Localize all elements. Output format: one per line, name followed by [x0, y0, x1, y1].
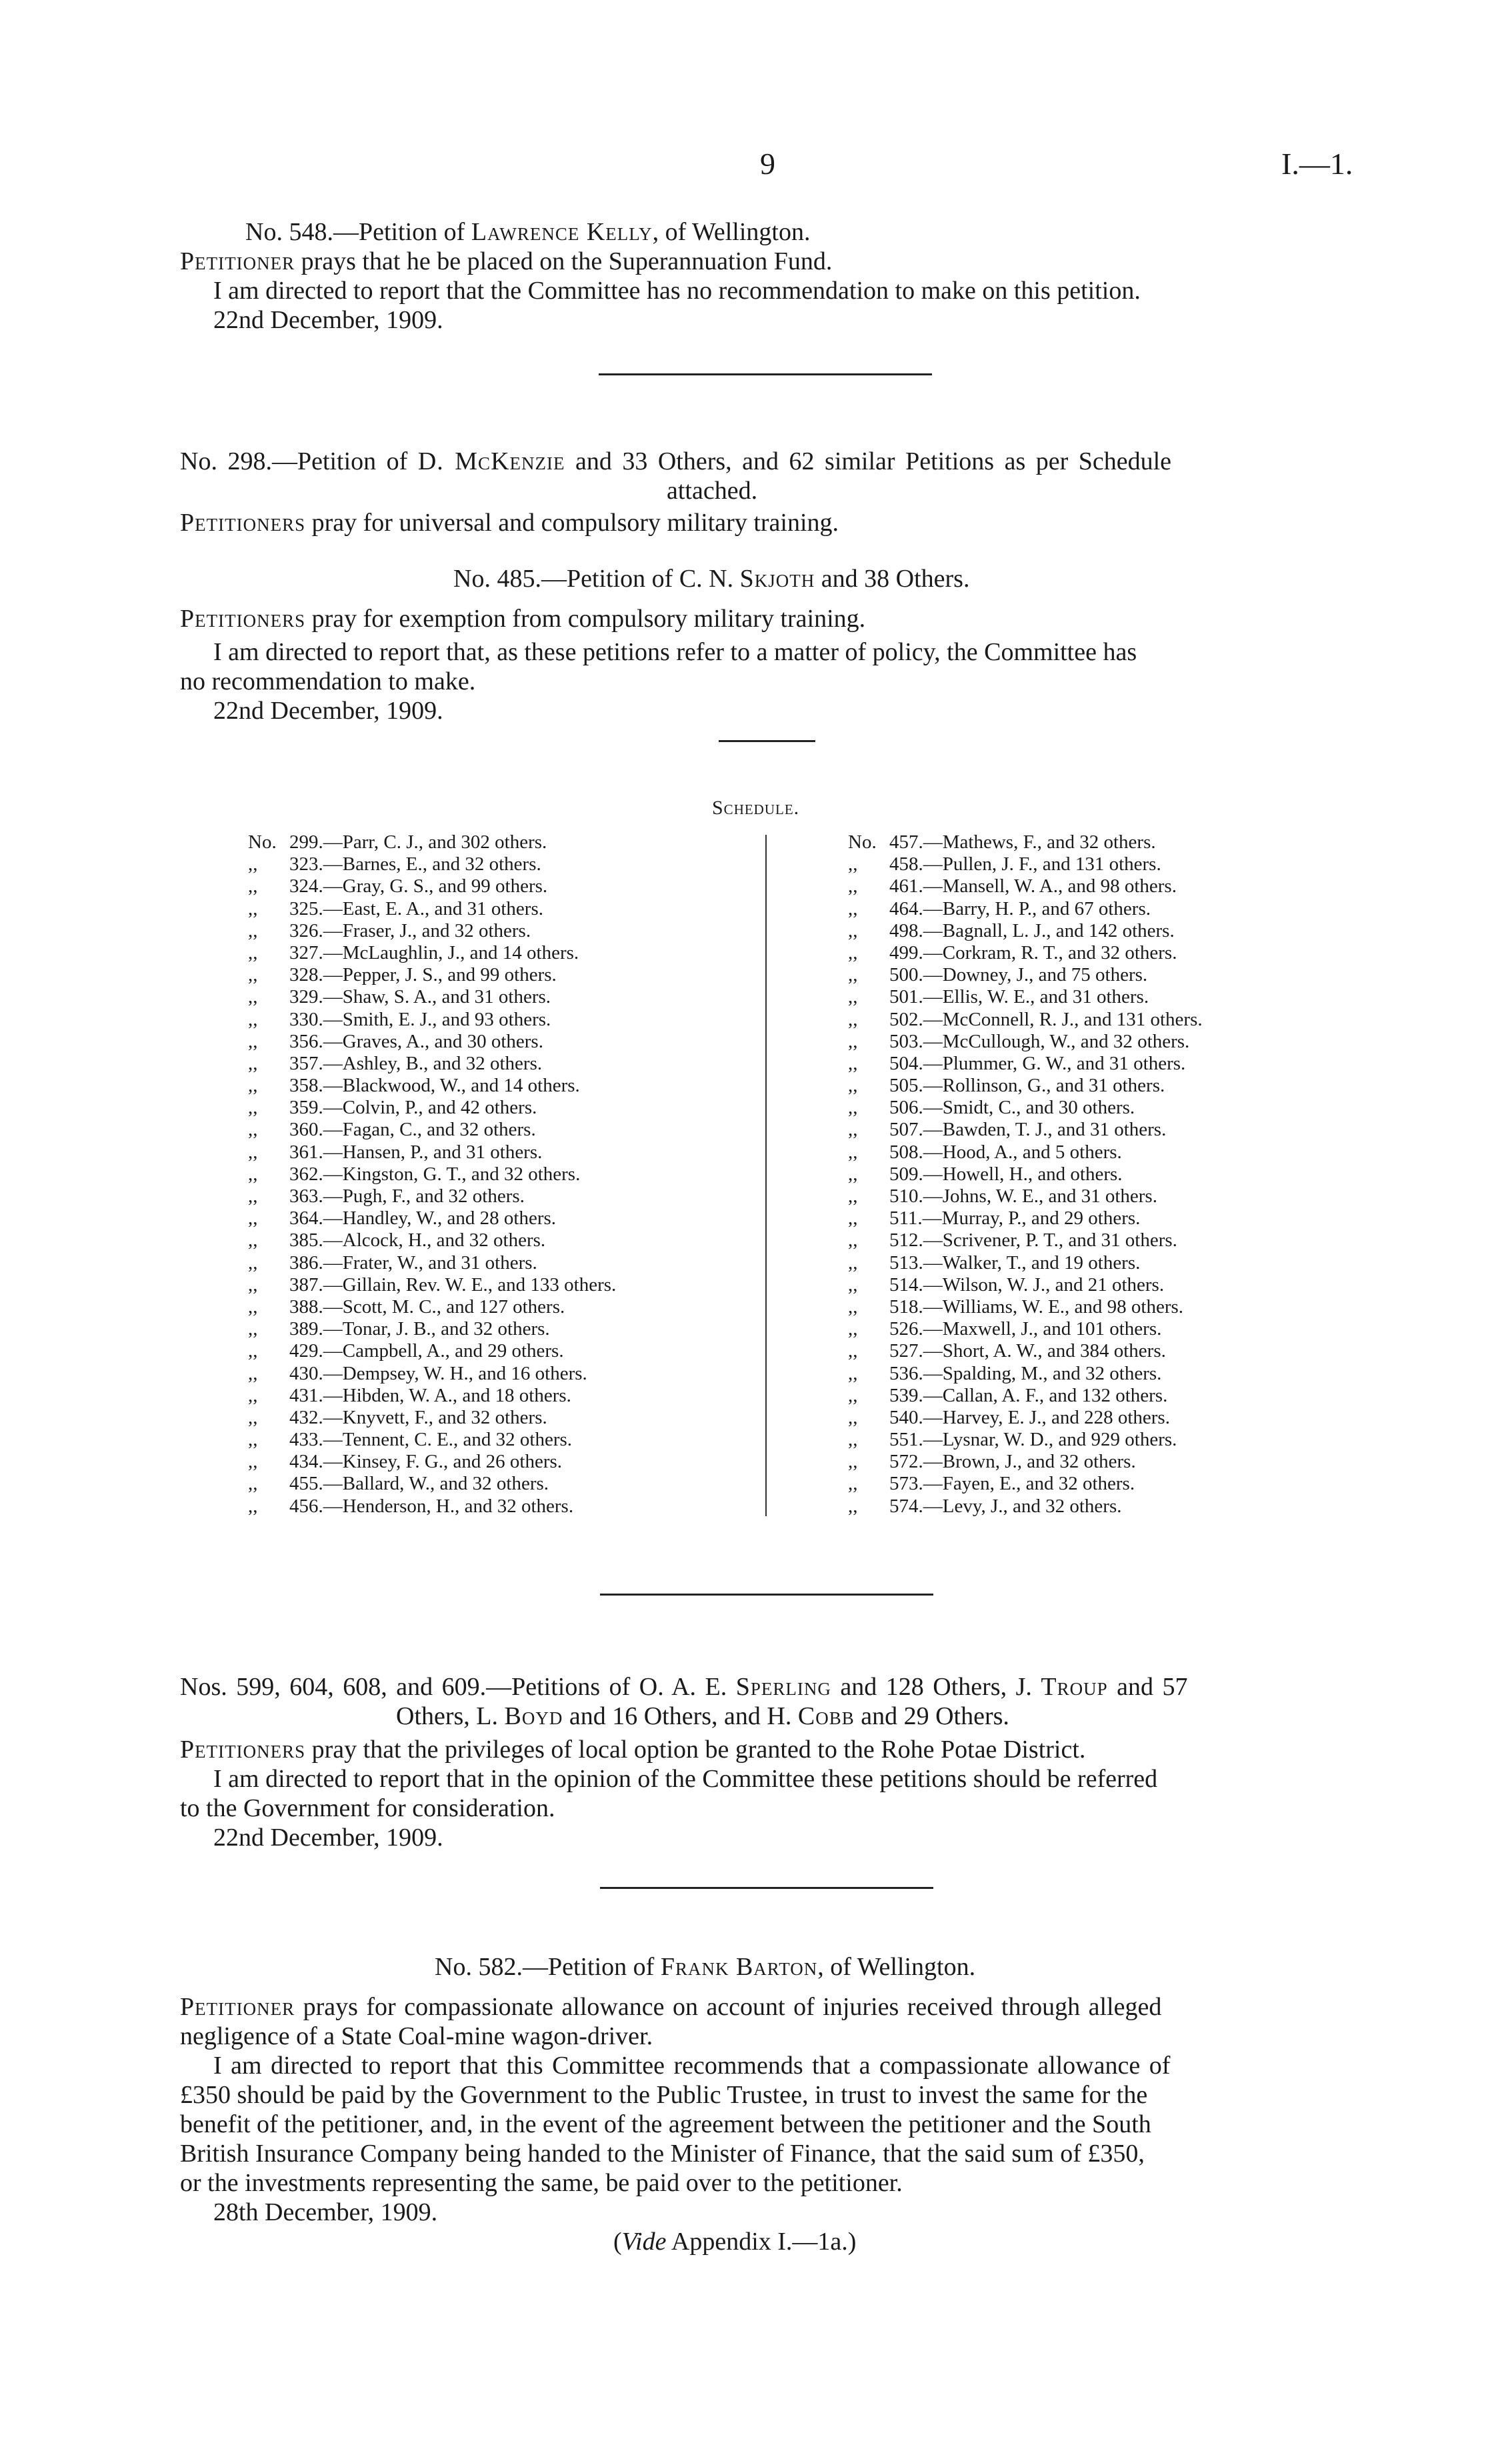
schedule-entry-prefix: ,, — [248, 1052, 258, 1074]
schedule-entry — [848, 964, 1203, 986]
schedule-entry — [848, 1496, 1203, 1518]
schedule-entry-text: 323.—Barnes, E., and 32 others. — [289, 853, 541, 875]
schedule-entry-text: 539.—Callan, A. F., and 132 others. — [889, 1384, 1168, 1406]
schedule-entry-prefix: ,, — [248, 941, 258, 963]
schedule-entry-text: 540.—Harvey, E. J., and 228 others. — [889, 1406, 1170, 1428]
schedule-entry-prefix: ,, — [848, 1318, 858, 1340]
schedule-entry — [848, 831, 1203, 853]
schedule-entry-text: 574.—Levy, J., and 32 others. — [889, 1495, 1122, 1517]
schedule-entry-text: 389.—Tonar, J. B., and 32 others. — [289, 1318, 550, 1340]
schedule-entry-prefix: ,, — [848, 941, 858, 963]
schedule-entry-text: 464.—Barry, H. P., and 67 others. — [889, 897, 1151, 919]
schedule-entry-text: 508.—Hood, A., and 5 others. — [889, 1141, 1122, 1163]
schedule-entry-prefix: ,, — [248, 1495, 258, 1517]
schedule-entry-text: 458.—Pullen, J. F., and 131 others. — [889, 853, 1161, 875]
schedule-entry-text: 572.—Brown, J., and 32 others. — [889, 1451, 1136, 1473]
schedule-entry — [848, 1451, 1203, 1473]
schedule-entry-prefix: ,, — [248, 1340, 258, 1362]
petition-298-title: No. 298.—Petition of D. McKenzie and 33 Others, and 62 similar Petitions as per Schedule — [180, 447, 1172, 475]
schedule-entry-text: 509.—Howell, H., and others. — [889, 1163, 1123, 1185]
schedule-entry-prefix: ,, — [848, 1384, 858, 1406]
schedule-entry-prefix: ,, — [248, 1075, 258, 1097]
petitioner-name: D. McKenzie — [417, 447, 565, 475]
section-divider — [719, 740, 815, 742]
schedule-entry — [248, 1053, 616, 1075]
schedule-entry-prefix: ,, — [248, 1252, 258, 1274]
schedule-entry — [848, 1340, 1203, 1362]
schedule-entry-prefix: ,, — [248, 1185, 258, 1207]
schedule-entry-text: 430.—Dempsey, W. H., and 16 others. — [289, 1362, 587, 1384]
schedule-entry-prefix: ,, — [248, 1429, 258, 1451]
schedule-entry-prefix: ,, — [248, 1119, 258, 1141]
schedule-entry-text: 324.—Gray, G. S., and 99 others. — [289, 875, 548, 897]
schedule-column-divider — [765, 835, 767, 1516]
schedule-entry-text: 362.—Kingston, G. T., and 32 others. — [289, 1163, 581, 1185]
petition-298-prayer: Petitioners pray for universal and compulsory military training. — [180, 509, 839, 537]
schedule-entry-text: 498.—Bagnall, L. J., and 142 others. — [889, 919, 1175, 941]
schedule-entry-prefix: ,, — [248, 1097, 258, 1119]
schedule-entry — [248, 1296, 616, 1318]
petition-548-title: No. 548.—Petition of Lawrence Kelly, of Wellington. — [245, 218, 811, 246]
schedule-entry — [248, 1163, 616, 1185]
petitioner-name: Skjoth — [739, 565, 815, 593]
schedule-entry-text: 364.—Handley, W., and 28 others. — [289, 1207, 557, 1230]
schedule-entry — [848, 1053, 1203, 1075]
schedule-entry-prefix: ,, — [848, 1008, 858, 1030]
schedule-entry-prefix: ,, — [848, 1451, 858, 1473]
petition-548-date: 22nd December, 1909. — [213, 306, 443, 334]
petition-485-date: 22nd December, 1909. — [213, 697, 443, 725]
schedule-entry-text: 536.—Spalding, M., and 32 others. — [889, 1362, 1162, 1384]
schedule-entry-prefix: ,, — [848, 1052, 858, 1074]
schedule-entry — [848, 1119, 1203, 1141]
schedule-entry — [248, 1141, 616, 1163]
schedule-entry-text: 573.—Fayen, E., and 32 others. — [889, 1473, 1135, 1495]
schedule-entry-text: 356.—Graves, A., and 30 others. — [289, 1030, 543, 1052]
schedule-entry-prefix: ,, — [248, 1384, 258, 1406]
petition-582-report-3: benefit of the petitioner, and, in the event of the agreement between the petitioner and the South — [180, 2110, 1151, 2138]
petition-548-report: I am directed to report that the Committee has no recommendation to make on this petition. — [213, 277, 1141, 305]
schedule-entry-prefix: ,, — [848, 1185, 858, 1207]
schedule-entry-text: 461.—Mansell, W. A., and 98 others. — [889, 875, 1177, 897]
schedule-entry — [248, 1496, 616, 1518]
petition-548-prayer: Petitioner prays that he be placed on the Superannuation Fund. — [180, 247, 833, 275]
schedule-entry — [848, 898, 1203, 920]
petition-599-title-line2: Others, L. Boyd and 16 Others, and H. Cobb and 29 Others. — [396, 1702, 1009, 1730]
section-divider — [599, 373, 932, 375]
schedule-entry-text: 385.—Alcock, H., and 32 others. — [289, 1230, 546, 1252]
schedule-entry-text: 514.—Wilson, W. J., and 21 others. — [889, 1274, 1165, 1296]
schedule-entry-prefix: ,, — [248, 1141, 258, 1163]
schedule-entry — [248, 1429, 616, 1451]
schedule-entry-prefix: ,, — [248, 1207, 258, 1230]
page-number: 9 — [760, 147, 775, 181]
schedule-entry — [848, 942, 1203, 964]
schedule-entry — [848, 1185, 1203, 1207]
schedule-entry-text: 434.—Kinsey, F. G., and 26 others. — [289, 1451, 563, 1473]
schedule-entry-text: 358.—Blackwood, W., and 14 others. — [289, 1075, 580, 1097]
schedule-entry-text: 326.—Fraser, J., and 32 others. — [289, 919, 531, 941]
schedule-entry-prefix: ,, — [848, 964, 858, 986]
petition-485-report-2: no recommendation to make. — [180, 667, 476, 695]
schedule-entry-prefix: ,, — [248, 919, 258, 941]
schedule-entry — [848, 1207, 1203, 1230]
schedule-entry-text: 511.—Murray, P., and 29 others. — [889, 1207, 1141, 1230]
schedule-entry — [248, 1385, 616, 1407]
schedule-entry-prefix: No. — [248, 831, 277, 853]
schedule-entry-prefix: ,, — [248, 1163, 258, 1185]
schedule-entry — [248, 1274, 616, 1296]
schedule-entry-prefix: ,, — [248, 1296, 258, 1318]
schedule-entry — [848, 1230, 1203, 1252]
schedule-entry-text: 330.—Smith, E. J., and 93 others. — [289, 1008, 551, 1030]
schedule-entry-text: 357.—Ashley, B., and 32 others. — [289, 1052, 543, 1074]
petition-582-prayer-2: negligence of a State Coal-mine wagon-driver. — [180, 2022, 653, 2050]
schedule-entry-text: 359.—Colvin, P., and 42 others. — [289, 1097, 537, 1119]
schedule-entry-text: 500.—Downey, J., and 75 others. — [889, 964, 1148, 986]
schedule-entry — [848, 1385, 1203, 1407]
schedule-entry-prefix: ,, — [848, 1097, 858, 1119]
schedule-entry-text: 527.—Short, A. W., and 384 others. — [889, 1340, 1166, 1362]
schedule-entry-text: 429.—Campbell, A., and 29 others. — [289, 1340, 564, 1362]
schedule-entry-text: 363.—Pugh, F., and 32 others. — [289, 1185, 525, 1207]
schedule-entry-text: 432.—Knyvett, F., and 32 others. — [289, 1406, 547, 1428]
schedule-entry — [848, 1075, 1203, 1097]
schedule-entry — [848, 1407, 1203, 1429]
petitioner-name: Frank Barton — [660, 1953, 818, 1981]
schedule-entry-text: 457.—Mathews, F., and 32 others. — [889, 831, 1156, 853]
petitioner-name: Lawrence Kelly — [471, 218, 653, 246]
schedule-entry-text: 329.—Shaw, S. A., and 31 others. — [289, 986, 551, 1008]
schedule-entry — [248, 1075, 616, 1097]
petition-582-title: No. 582.—Petition of Frank Barton, of Wellington. — [435, 1953, 976, 1981]
schedule-entry-prefix: ,, — [848, 875, 858, 897]
schedule-entry-text: 504.—Plummer, G. W., and 31 others. — [889, 1052, 1186, 1074]
schedule-entry-prefix: ,, — [848, 1030, 858, 1052]
schedule-entry — [248, 1252, 616, 1274]
schedule-entry-text: 386.—Frater, W., and 31 others. — [289, 1252, 537, 1274]
petition-485-prayer: Petitioners pray for exemption from compulsory military training. — [180, 605, 866, 633]
petition-582-report-5: or the investments representing the same, be paid over to the petitioner. — [180, 2169, 903, 2197]
petition-599-prayer: Petitioners pray that the privileges of local option be granted to the Rohe Potae District. — [180, 1736, 1086, 1764]
section-divider — [600, 1594, 933, 1596]
schedule-entry — [248, 964, 616, 986]
schedule-entry — [848, 853, 1203, 875]
schedule-entry-text: 507.—Bawden, T. J., and 31 others. — [889, 1119, 1167, 1141]
schedule-entry-prefix: ,, — [248, 1230, 258, 1252]
schedule-entry-text: 502.—McConnell, R. J., and 131 others. — [889, 1008, 1203, 1030]
schedule-entry-prefix: ,, — [248, 1008, 258, 1030]
schedule-entry-prefix: ,, — [248, 1030, 258, 1052]
schedule-entry-text: 455.—Ballard, W., and 32 others. — [289, 1473, 549, 1495]
schedule-entry-prefix: ,, — [848, 1340, 858, 1362]
schedule-entry-prefix: ,, — [848, 1252, 858, 1274]
schedule-entry — [248, 831, 616, 853]
schedule-entry-text: 388.—Scott, M. C., and 127 others. — [289, 1296, 565, 1318]
schedule-entry-prefix: ,, — [848, 1473, 858, 1495]
schedule-entry — [848, 1363, 1203, 1385]
schedule-entry — [248, 1207, 616, 1230]
section-divider — [600, 1887, 933, 1889]
petitioner-name: Boyd — [504, 1702, 563, 1730]
schedule-entry-text: 551.—Lysnar, W. D., and 929 others. — [889, 1429, 1177, 1451]
schedule-entry-text: 506.—Smidt, C., and 30 others. — [889, 1097, 1135, 1119]
schedule-entry-text: 501.—Ellis, W. E., and 31 others. — [889, 986, 1149, 1008]
petition-582-report-4: British Insurance Company being handed to the Minister of Finance, that the said sum of £350, — [180, 2140, 1145, 2168]
schedule-entry — [848, 1318, 1203, 1340]
schedule-entry-prefix: ,, — [248, 1473, 258, 1495]
schedule-entry-prefix: ,, — [248, 875, 258, 897]
schedule-entry — [248, 853, 616, 875]
appendix-reference: (Vide Appendix I.—1a.) — [613, 2228, 857, 2256]
schedule-entry-prefix: ,, — [848, 1163, 858, 1185]
schedule-entry-text: 512.—Scrivener, P. T., and 31 others. — [889, 1230, 1177, 1252]
schedule-entry-prefix: ,, — [248, 1451, 258, 1473]
schedule-entry — [248, 1119, 616, 1141]
schedule-entry-prefix: ,, — [248, 853, 258, 875]
schedule-entry-prefix: ,, — [848, 1141, 858, 1163]
schedule-entry-prefix: ,, — [848, 1429, 858, 1451]
petition-599-report-2: to the Government for consideration. — [180, 1794, 555, 1822]
schedule-entry — [848, 1163, 1203, 1185]
schedule-entry-text: 299.—Parr, C. J., and 302 others. — [289, 831, 547, 853]
schedule-entry-prefix: ,, — [248, 1362, 258, 1384]
schedule-entry — [248, 1185, 616, 1207]
schedule-entry — [248, 1451, 616, 1473]
schedule-title: Schedule. — [712, 797, 800, 819]
schedule-entry — [248, 1009, 616, 1031]
schedule-entry — [848, 1473, 1203, 1495]
schedule-entry-prefix: No. — [848, 831, 877, 853]
schedule-entry-prefix: ,, — [848, 919, 858, 941]
petition-582-report-2: £350 should be paid by the Government to the Public Trustee, in trust to invest the same for the — [180, 2081, 1148, 2109]
schedule-entry — [248, 1097, 616, 1119]
petition-582-prayer-1: Petitioner prays for compassionate allowance on account of injuries received through alleged — [180, 1993, 1162, 2021]
petitioner-name: Cobb — [797, 1702, 855, 1730]
schedule-entry-text: 387.—Gillain, Rev. W. E., and 133 others. — [289, 1274, 617, 1296]
schedule-entry — [848, 875, 1203, 897]
schedule-entry — [848, 1429, 1203, 1451]
petition-298-title-line2: attached. — [667, 477, 758, 505]
schedule-entry-prefix: ,, — [848, 1362, 858, 1384]
schedule-entry — [248, 1473, 616, 1495]
schedule-entry — [248, 1230, 616, 1252]
schedule-entry-prefix: ,, — [848, 1495, 858, 1517]
schedule-entry-prefix: ,, — [248, 986, 258, 1008]
schedule-entry — [248, 942, 616, 964]
schedule-entry — [848, 1252, 1203, 1274]
schedule-entry-prefix: ,, — [848, 1075, 858, 1097]
schedule-entry-text: 327.—McLaughlin, J., and 14 others. — [289, 941, 579, 963]
schedule-entry — [848, 1141, 1203, 1163]
schedule-entry-text: 328.—Pepper, J. S., and 99 others. — [289, 964, 557, 986]
schedule-entry — [248, 1031, 616, 1053]
schedule-entry-text: 499.—Corkram, R. T., and 32 others. — [889, 941, 1177, 963]
schedule-entry — [848, 1097, 1203, 1119]
schedule-right-column — [848, 831, 1203, 1518]
schedule-entry-prefix: ,, — [248, 1318, 258, 1340]
schedule-entry — [848, 920, 1203, 942]
schedule-entry-prefix: ,, — [848, 1230, 858, 1252]
schedule-entry — [248, 986, 616, 1008]
schedule-entry-prefix: ,, — [848, 986, 858, 1008]
schedule-entry-text: 360.—Fagan, C., and 32 others. — [289, 1119, 536, 1141]
petition-599-title: Nos. 599, 604, 608, and 609.—Petitions of O. A. E. Sperling and 128 Others, J. Troup and 57 — [180, 1673, 1188, 1701]
schedule-entry-text: 433.—Tennent, C. E., and 32 others. — [289, 1429, 573, 1451]
schedule-entry — [248, 1318, 616, 1340]
schedule-entry — [248, 920, 616, 942]
schedule-entry-prefix: ,, — [848, 1274, 858, 1296]
schedule-entry-text: 505.—Rollinson, G., and 31 others. — [889, 1075, 1165, 1097]
schedule-entry — [848, 1009, 1203, 1031]
schedule-entry-prefix: ,, — [848, 1207, 858, 1230]
schedule-entry-text: 526.—Maxwell, J., and 101 others. — [889, 1318, 1162, 1340]
schedule-entry — [248, 1340, 616, 1362]
schedule-entry-prefix: ,, — [848, 853, 858, 875]
schedule-entry-text: 513.—Walker, T., and 19 others. — [889, 1252, 1141, 1274]
schedule-entry-text: 503.—McCullough, W., and 32 others. — [889, 1030, 1190, 1052]
petitioner-name: Troup — [1041, 1673, 1108, 1701]
petition-485-report-1: I am directed to report that, as these petitions refer to a matter of policy, the Committee has — [213, 638, 1137, 666]
petition-599-report-1: I am directed to report that in the opinion of the Committee these petitions should be referred — [213, 1765, 1158, 1793]
petition-485-title: No. 485.—Petition of C. N. Skjoth and 38 Others. — [453, 565, 970, 593]
petition-599-date: 22nd December, 1909. — [213, 1824, 443, 1852]
schedule-entry — [248, 1407, 616, 1429]
petition-582-date: 28th December, 1909. — [213, 2198, 438, 2226]
series-number: I.—1. — [1281, 147, 1353, 181]
petition-582-report-1: I am directed to report that this Committee recommends that a compassionate allowance of — [213, 2052, 1171, 2080]
schedule-entry-prefix: ,, — [848, 1119, 858, 1141]
schedule-entry-prefix: ,, — [248, 1274, 258, 1296]
schedule-entry-prefix: ,, — [248, 964, 258, 986]
schedule-entry-text: 431.—Hibden, W. A., and 18 others. — [289, 1384, 571, 1406]
schedule-entry — [848, 1274, 1203, 1296]
schedule-entry-prefix: ,, — [848, 1406, 858, 1428]
schedule-entry-text: 518.—Williams, W. E., and 98 others. — [889, 1296, 1184, 1318]
schedule-entry-prefix: ,, — [248, 897, 258, 919]
schedule-entry-prefix: ,, — [248, 1406, 258, 1428]
schedule-entry — [248, 1363, 616, 1385]
schedule-left-column — [248, 831, 616, 1518]
schedule-entry — [248, 875, 616, 897]
schedule-entry-prefix: ,, — [848, 1296, 858, 1318]
schedule-entry — [848, 1031, 1203, 1053]
schedule-entry-text: 325.—East, E. A., and 31 others. — [289, 897, 543, 919]
petitioner-name: Sperling — [735, 1673, 831, 1701]
schedule-entry-text: 510.—Johns, W. E., and 31 others. — [889, 1185, 1157, 1207]
schedule-entry — [848, 1296, 1203, 1318]
schedule-entry — [248, 898, 616, 920]
schedule-entry-text: 456.—Henderson, H., and 32 others. — [289, 1495, 574, 1517]
schedule-entry-text: 361.—Hansen, P., and 31 others. — [289, 1141, 543, 1163]
schedule-entry — [848, 986, 1203, 1008]
schedule-entry-prefix: ,, — [848, 897, 858, 919]
